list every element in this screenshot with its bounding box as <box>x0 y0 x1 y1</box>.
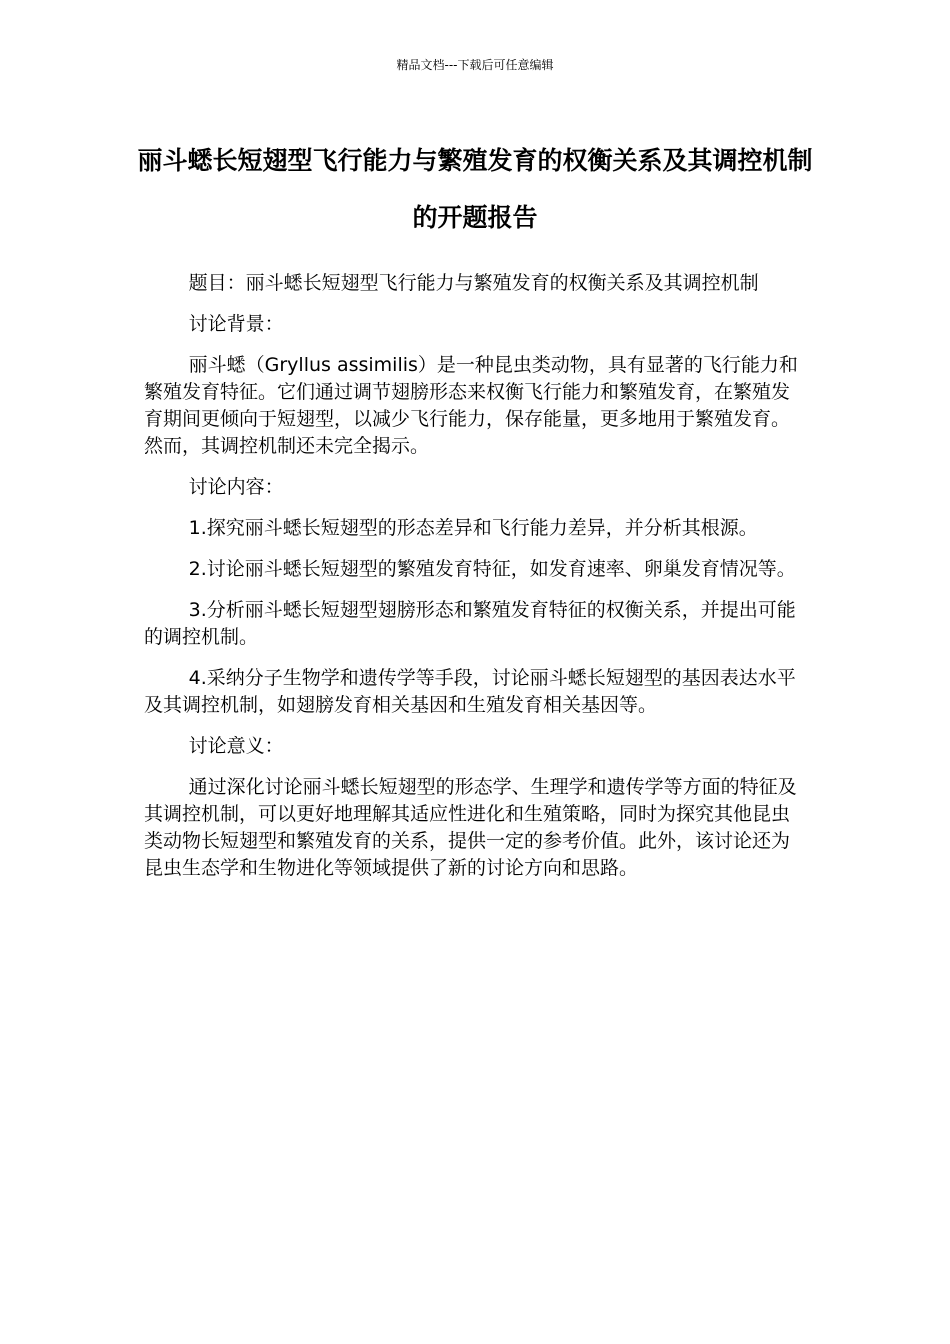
content-item-4: 4.采纳分子生物学和遗传学等手段，讨论丽斗蟋长短翅型的基因表达水平及其调控机制，如翅膀发育相关基因和生殖发育相关基因等。 <box>144 667 796 716</box>
background-paragraph: 丽斗蟋（Gryllus assimilis）是一种昆虫类动物，具有显著的飞行能力和繁殖发育特征。它们通过调节翅膀形态来权衡飞行能力和繁殖发育，在繁殖发育期间更倾向于短翅型，以减少飞行能力，保存能量，更多地用于繁殖发育。然而，其调控机制还未完全揭示。 <box>144 354 798 457</box>
page-header: 精品文档---下载后可任意编辑 <box>396 58 554 72</box>
topic-paragraph: 题目：丽斗蟋长短翅型飞行能力与繁殖发育的权衡关系及其调控机制 <box>188 272 759 294</box>
content-item-2: 2.讨论丽斗蟋长短翅型的繁殖发育特征，如发育速率、卵巢发育情况等。 <box>188 558 796 580</box>
document-body <box>144 270 799 896</box>
background-heading: 讨论背景： <box>188 313 284 335</box>
content-item-1: 1.探究丽斗蟋长短翅型的形态差异和飞行能力差异，并分析其根源。 <box>188 517 758 539</box>
content-item-3: 3.分析丽斗蟋长短翅型翅膀形态和繁殖发育特征的权衡关系，并提出可能的调控机制。 <box>144 599 796 648</box>
significance-heading: 讨论意义： <box>188 735 284 757</box>
content-heading: 讨论内容： <box>188 476 284 498</box>
significance-paragraph: 通过深化讨论丽斗蟋长短翅型的形态学、生理学和遗传学等方面的特征及其调控机制，可以更好地理解其适应性进化和生殖策略，同时为探究其他昆虫类动物长短翅型和繁殖发育的关系，提供一定的参考价值。此外，该讨论还为昆虫生态学和生物进化等领域提供了新的讨论方向和思路。 <box>144 776 797 879</box>
document-title: 丽斗蟋长短翅型飞行能力与繁殖发育的权衡关系及其调控机制的开题报告 <box>137 146 813 232</box>
